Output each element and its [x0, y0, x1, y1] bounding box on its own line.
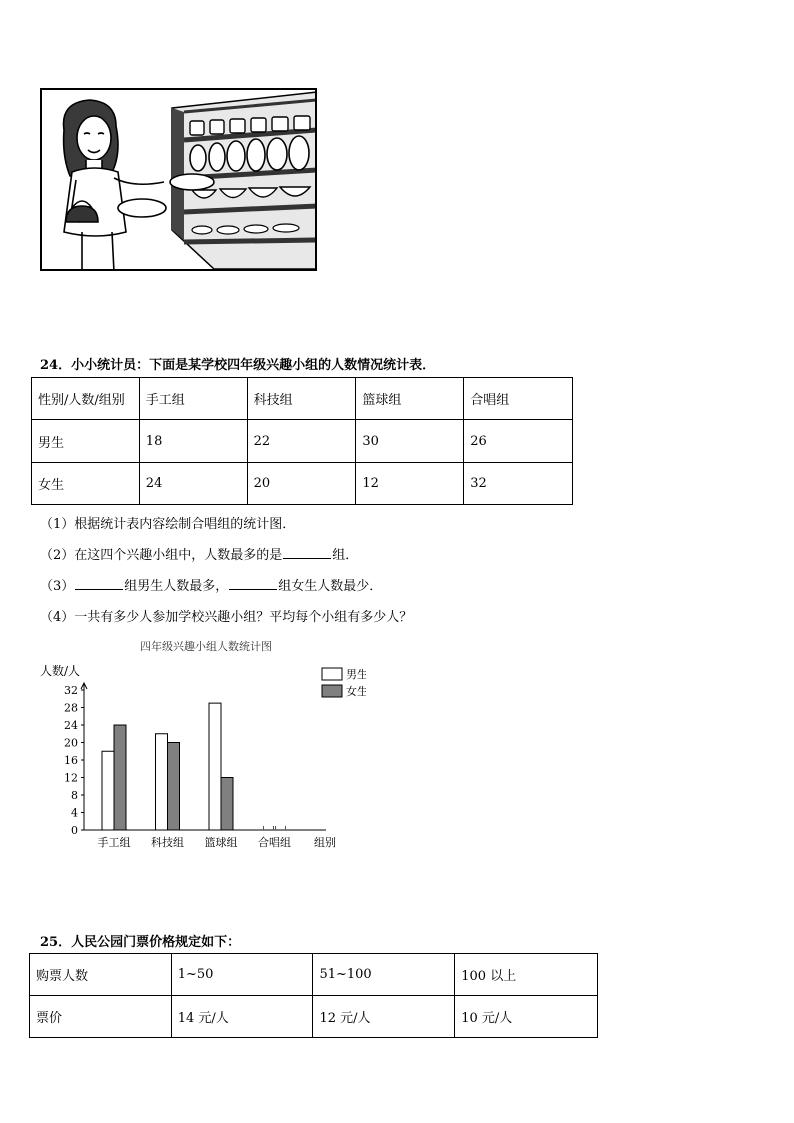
- header-cell: 手工组: [139, 378, 247, 420]
- y-tick-label: 16: [64, 754, 78, 767]
- x-tick-label: 科技组: [151, 836, 184, 849]
- row-label: 男生: [32, 420, 140, 463]
- table-cell: 32: [464, 463, 573, 505]
- table-cell: 12: [356, 463, 464, 505]
- bar: [221, 778, 233, 831]
- y-tick-label: 8: [71, 789, 78, 802]
- sub2-text-b: 组．: [332, 548, 359, 563]
- x-tick-label: 合唱组: [258, 836, 291, 849]
- y-tick-label: 0: [71, 824, 78, 837]
- y-axis-label: 人数/人: [40, 664, 81, 678]
- table-cell: 12 元/人: [313, 996, 455, 1038]
- row-label: 购票人数: [30, 954, 172, 996]
- header-cell: 科技组: [247, 378, 356, 420]
- y-tick-label: 12: [64, 771, 78, 785]
- table-cell: 10 元/人: [455, 996, 598, 1038]
- table-header-row: [32, 378, 573, 420]
- y-tick-label: 24: [64, 719, 78, 732]
- bar: [102, 751, 114, 830]
- header-cell: 合唱组: [464, 378, 573, 420]
- woman-shopping-illustration: [42, 90, 315, 269]
- legend-swatch: [322, 668, 342, 680]
- q24-table: [31, 377, 573, 505]
- illustration: [40, 88, 317, 271]
- q25-title: 25．人民公园门票价格规定如下：: [40, 935, 241, 950]
- x-tick-labels: [98, 835, 292, 849]
- sub3-text-b: 组男生人数最多，: [124, 579, 229, 594]
- table-cell: 18: [139, 420, 247, 463]
- table-cell: 20: [247, 463, 356, 505]
- table-row: [32, 463, 573, 505]
- q24-sub4: （4）一共有多少人参加学校兴趣小组？平均每个小组有多少人？: [40, 610, 413, 625]
- bar: [209, 703, 221, 830]
- table-cell: 30: [356, 420, 464, 463]
- table-cell: 1~50: [171, 954, 313, 996]
- table-cell: 26: [464, 420, 573, 463]
- table-cell: 24: [139, 463, 247, 505]
- legend-swatch: [322, 685, 342, 697]
- answer-blank[interactable]: [283, 546, 331, 559]
- x-tick-label: 手工组: [97, 836, 131, 849]
- bar-chart-svg: [36, 636, 366, 856]
- table-row: [30, 954, 598, 996]
- y-tick-label: 20: [64, 736, 78, 750]
- bar: [168, 743, 180, 831]
- table-cell: 22: [247, 420, 356, 463]
- chart-bars: [102, 703, 286, 830]
- answer-blank[interactable]: [75, 577, 123, 590]
- table-cell: 51~100: [313, 954, 455, 996]
- x-axis-label: 组别: [314, 836, 336, 849]
- q24-sub2: [40, 544, 358, 563]
- y-tick-label: 32: [64, 684, 78, 697]
- header-cell: 篮球组: [356, 378, 464, 420]
- table-row: [32, 420, 573, 463]
- chart-legend: [322, 667, 366, 698]
- table-cell: 14 元/人: [171, 996, 313, 1038]
- sub2-text-a: （2）在这四个兴趣小组中，人数最多的是: [40, 548, 283, 563]
- chart-title: 四年级兴趣小组人数统计图: [140, 640, 272, 653]
- row-label: 女生: [32, 463, 140, 505]
- y-tick-label: 28: [64, 701, 78, 715]
- sub3-text-a: （3）: [40, 579, 75, 594]
- table-row: [30, 996, 598, 1038]
- q25-table: [29, 953, 598, 1038]
- bar: [156, 734, 168, 830]
- answer-blank[interactable]: [229, 577, 277, 590]
- x-tick-label: 篮球组: [204, 836, 238, 849]
- q24-sub3: [40, 575, 382, 594]
- header-cell: 性别/人数/组别: [32, 378, 140, 420]
- q24-sub1: （1）根据统计表内容绘制合唱组的统计图．: [40, 517, 296, 532]
- sub3-text-c: 组女生人数最少．: [278, 579, 383, 594]
- table-cell: 100 以上: [455, 954, 598, 996]
- legend-label: 男生: [346, 668, 366, 681]
- y-ticks: [64, 684, 84, 837]
- row-label: 票价: [30, 996, 172, 1038]
- legend-label: 女生: [346, 685, 366, 698]
- bar-chart: [36, 636, 366, 860]
- y-tick-label: 4: [71, 806, 78, 820]
- bar: [114, 725, 126, 830]
- q24-title: 24．小小统计员：下面是某学校四年级兴趣小组的人数情况统计表．: [40, 358, 436, 373]
